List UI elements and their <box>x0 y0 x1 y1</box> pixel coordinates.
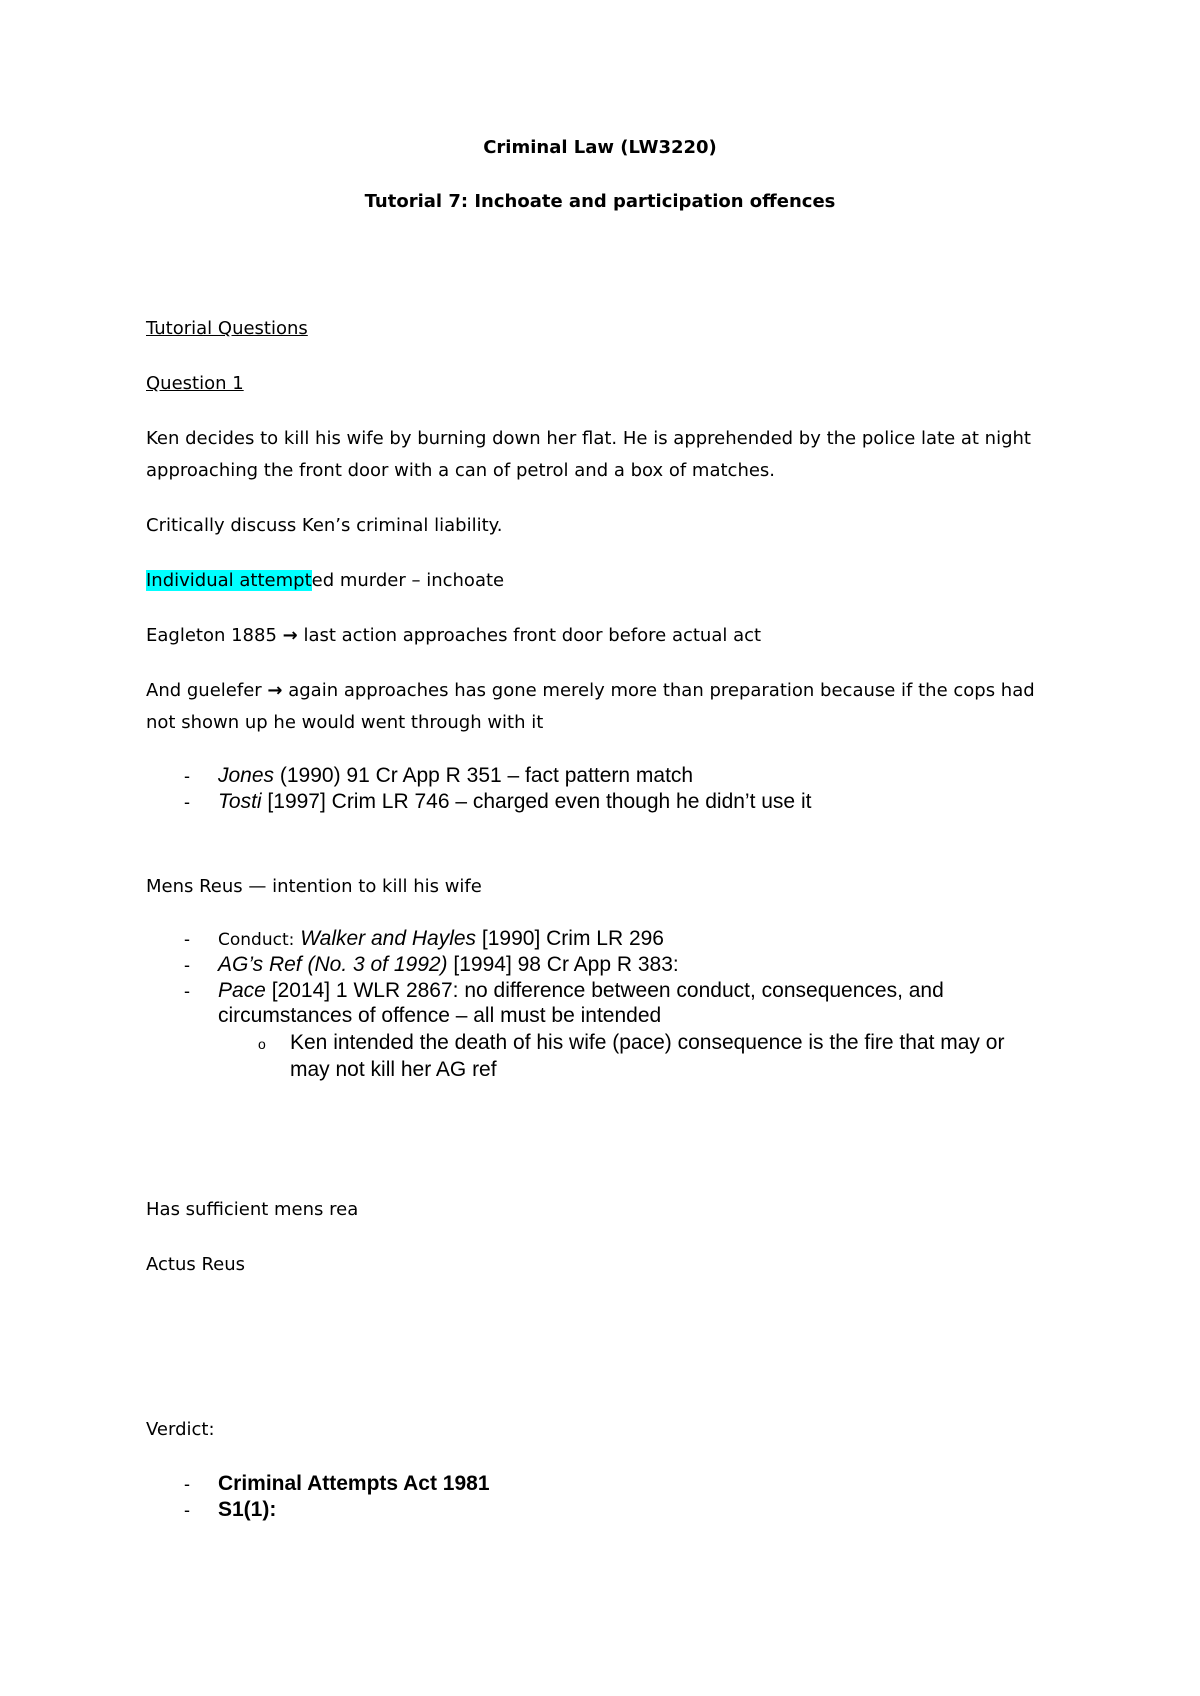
case-name: Walker and Hayles <box>300 927 477 950</box>
ag-ref-item <box>218 952 1078 978</box>
pace-item-continuation: circumstances of offence – all must be intended <box>218 1004 662 1027</box>
scenario-line-1: Ken decides to kill his wife by burning down her flat. He is apprehended by the police late at night <box>146 428 1031 449</box>
guelefer-case: And guelefer <box>146 680 268 701</box>
eagleton-note: last action approaches front door before actual act <box>297 625 762 646</box>
sub-item-line-2: may not kill her AG ref <box>290 1058 497 1081</box>
case-item-tosti <box>218 789 1078 815</box>
question-heading: Question 1 <box>146 373 244 394</box>
case-citation: [2014] 1 WLR 2867: no difference between conduct, consequences, and <box>265 979 944 1002</box>
list-dash: - <box>184 981 190 1001</box>
case-name: Tosti <box>218 790 262 813</box>
guelefer-line-1 <box>146 675 1066 707</box>
task-text: Critically discuss Ken’s criminal liability. <box>146 515 503 536</box>
sub-bullet-icon: o <box>258 1036 266 1052</box>
case-citation: [1997] Crim LR 746 – charged even though he didn’t use it <box>261 790 812 813</box>
sub-item-line-1: Ken intended the death of his wife (pace) consequence is the fire that may or <box>290 1031 1005 1054</box>
pace-item <box>218 978 1078 1004</box>
eagleton-line <box>146 620 1066 652</box>
document-subtitle: Tutorial 7: Inchoate and participation offences <box>364 191 836 212</box>
case-citation: [1990] Crim LR 296 <box>476 927 664 950</box>
section-heading: Tutorial Questions <box>146 318 308 339</box>
case-citation: (1990) 91 Cr App R 351 – fact pattern match <box>274 764 694 787</box>
document-title: Criminal Law (LW3220) <box>483 137 717 158</box>
list-dash: - <box>184 929 190 949</box>
case-item-jones <box>218 763 1078 789</box>
highlighted-text: Individual attempt <box>146 570 312 591</box>
list-dash: - <box>184 1500 190 1520</box>
attempt-rest: ed murder – inchoate <box>311 570 505 591</box>
actus-reus-heading: Actus Reus <box>146 1254 246 1275</box>
list-dash: - <box>184 792 190 812</box>
case-name: Pace <box>218 979 266 1002</box>
scenario-line-2: approaching the front door with a can of petrol and a box of matches. <box>146 460 776 481</box>
arrow-icon: → <box>282 625 298 646</box>
case-name: AG’s Ref (No. 3 of 1992) <box>218 953 448 976</box>
mens-reus-heading: Mens Reus — intention to kill his wife <box>146 876 482 897</box>
eagleton-case: Eagleton 1885 <box>146 625 283 646</box>
list-dash: - <box>184 766 190 786</box>
conduct-item <box>218 926 1078 953</box>
attempt-line <box>146 565 1066 597</box>
arrow-icon: → <box>267 680 283 701</box>
list-dash: - <box>184 955 190 975</box>
case-citation: [1994] 98 Cr App R 383: <box>447 953 679 976</box>
verdict-heading: Verdict: <box>146 1419 215 1440</box>
list-dash: - <box>184 1474 190 1494</box>
verdict-item-act: Criminal Attempts Act 1981 <box>218 1472 490 1495</box>
conduct-label: Conduct: <box>218 930 295 950</box>
case-name: Jones <box>218 764 275 787</box>
guelefer-line-2: not shown up he would went through with it <box>146 712 544 733</box>
verdict-item-section: S1(1): <box>218 1498 277 1521</box>
sufficient-text: Has sufficient mens rea <box>146 1199 359 1220</box>
guelefer-note: again approaches has gone merely more than preparation because if the cops had <box>282 680 1035 701</box>
